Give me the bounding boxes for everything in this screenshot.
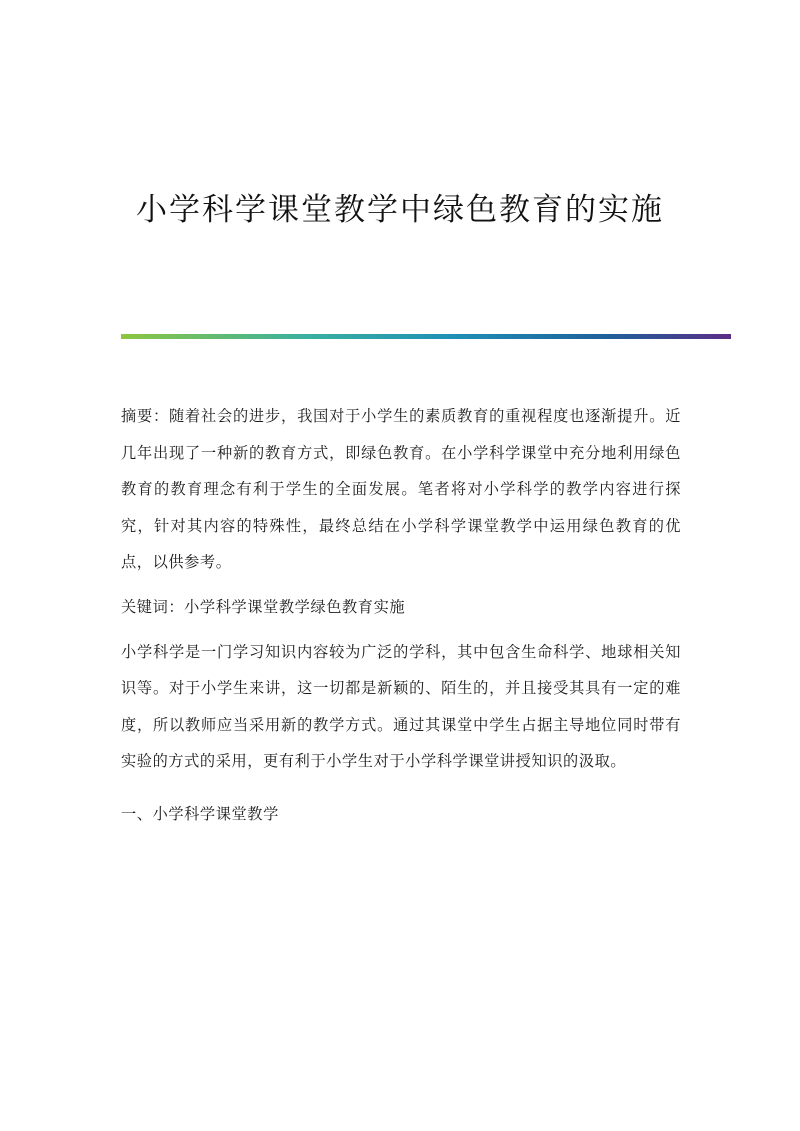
- keywords-line: 关键词：小学科学课堂教学绿色教育实施: [121, 597, 406, 616]
- abstract-paragraph: 摘要：随着社会的进步，我国对于小学生的素质教育的重视程度也逐渐提升。近几年出现了一种新的教育方式，即绿色教育。在小学科学课堂中充分地利用绿色教育的教育理念有利于学生的全面发展。笔者将对小学科学的教学内容进行探究，针对其内容的特殊性，最终总结在小学科学课堂教学中运用绿色教育的优点，以供参考。: [121, 407, 681, 572]
- intro-paragraph: 小学科学是一门学习知识内容较为广泛的学科，其中包含生命科学、地球相关知识等。对于小学生来讲，这一切都是新颖的、陌生的，并且接受其具有一定的难度，所以教师应当采用新的教学方式。通过其课堂中学生占据主导地位同时带有实验的方式的采用，更有利于小学生对于小学科学课堂讲授知识的汲取。: [121, 642, 681, 771]
- document-body: [121, 398, 681, 833]
- document-title: 小学科学课堂教学中绿色教育的实施: [136, 192, 664, 228]
- section-heading: 一、小学科学课堂教学: [121, 804, 279, 823]
- gradient-divider: [121, 334, 731, 339]
